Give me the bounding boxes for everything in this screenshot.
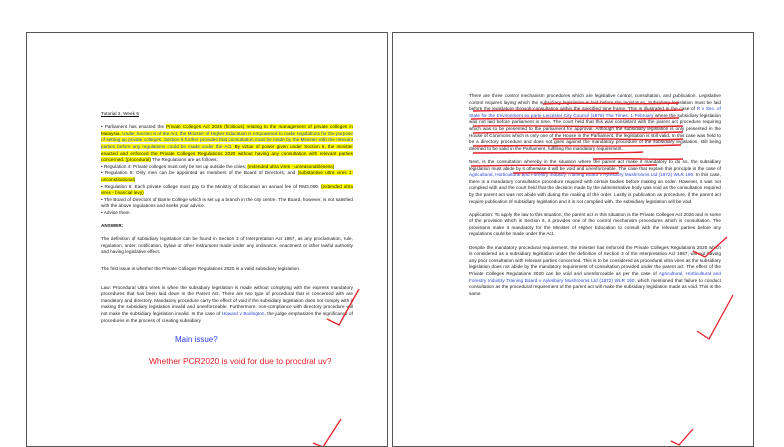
highlight-reg-6: (extended ultra vires - financial levy) [101, 183, 353, 196]
regulation-text: • Regulation 5: Only men can be appointed as members of the Board of Directors; and [101, 170, 298, 176]
document-page-right [392, 32, 754, 447]
note-main-issue: Main issue? [175, 335, 218, 344]
regulation-5 [101, 170, 353, 183]
issue-paragraph: The first issue is whether the Private Colleges Regulations 2020 is a valid subsidiary legislation. [101, 266, 301, 272]
regulation-6 [101, 184, 353, 197]
regulation-text: • Regulation 4: Private colleges must only be set up outside the cities; [101, 163, 248, 169]
case-aylesbury-2: Agricultural, Horticultural and Forestry Industry Training Board v Aylesbury Mushrooms Ltd (1972) WLR 190 [469, 271, 722, 283]
body-text: There are three control mechanism procedures which are legislative control, consultation, and publication. Legislative control requires laying which the subsidiary legislation is laid before the legislature. Subsidiary legislation must be laid before the legislature through consultation within the specified time frame. This is illustrated in the case of [469, 93, 721, 112]
highlight-section-6: Under Section 6 of the Act, the Minister of Higher Education is empowered to make regulations for the purpose of setting up private colleges. Section 6 further provides that consultation must be made by the Minister with the relevant parties before any regulations could be made under the Act. [101, 130, 353, 149]
scenario-text: • Parliament has enacted the [101, 124, 167, 130]
page-left-content [101, 111, 353, 324]
case-howard-bodington: Howard v Bodington [221, 311, 265, 317]
answer-label: ANSWER: [101, 223, 124, 229]
scenario-board: • The Board of Directors of Barrie College which is set up a branch in the city centre. The Board, however, is not satisfied with the above regulations and seeks your advice. [101, 196, 353, 209]
body-text: where the subsidiary legislation was not laid before parliament in time. The court held that this was consistent with the parent act procedure requiring which was to be presented to the parliament for approval. Although the subsidiary legislation is only presented in the House of Commons which is only one of the House in the Parliament, the legislation is still valid. In this case was held to be a directory procedure and does not goes against the mandatory procedure of the subsidiary legislation, still being deemed to be valid in the Parliament, fulfilling the mandatory requirement. [469, 112, 722, 151]
note-question: Whether PCR2020 is void for due to procdral uv? [149, 356, 332, 366]
despite-paragraph [469, 245, 721, 298]
consultation-paragraph [469, 159, 721, 205]
control-mechanism-paragraph [469, 93, 721, 152]
body-text: , which mentioned that failure to conduct consultation as the procedural requirement of the parent act will make the subsidiary legislation made as void. This is the same [469, 277, 721, 296]
regulation-text: • Regulation 6: Each private college must pay to the Ministry of Education an annual fee of RM3,000. [101, 183, 322, 189]
law-paragraph [101, 285, 353, 325]
definition-paragraph: The definition of subsidiary legislation can be found in Section 3 of Interpretation Act 1967, as any proclamation, rule, regulation, order, notification, bylaw or other instrument made under any ordinance, enactment or other lawful authority and having legislative effect. [101, 236, 353, 255]
law-text: , the judge emphasizes the significance of procedures in the process of creating subsidiary [101, 311, 353, 323]
body-text: Next, is the consultation whereby in the situation where the parent act make it mandatory to do so, the subsidiary legislation must abide by it otherwise it will be void and unenforceable. The case that explain this principle is the case of [469, 158, 721, 171]
page-right-content [469, 93, 721, 297]
case-leicester: R v Sec. of State for the Environment ex parte Leicester City Council (1978) The Times, 1 February [469, 106, 721, 118]
highlight-reg-4: (extended ultra vires - unreasonableness) [247, 163, 335, 169]
check-mark [313, 419, 341, 447]
check-mark [671, 429, 693, 445]
scenario-text: The Regulations are as follows: [150, 157, 218, 163]
body-text: Despite the mandatory procedural requirement, the minister has enforced the Private Colleges Regulations 2020 which is considered as a subsidiary legislation under the definition of Section 3 of the Interpretation Act 1967, without having any prior consultation with relevant parties concerned. This is to be considered as procedural ultra vires as the subsidiary legislation does not abide by the mandatory requirement of consultation provided under the parent act. The effect of the Private Colleges Regulations 2020 can be void and unenforceable as per the case of [469, 244, 721, 277]
highlight-procedural: By virtue of power given under Section 6, the minister enacted and enforced the Private Colleges Regulations 2020 without having any consultation with relevant parties concerned. (procedural) [101, 143, 353, 163]
body-text: . In this case, there is a mandatory consultation procedure required with certain bodies before making an order. However, it was not complied with and the court held that the decision made by the administrative body was void as the consultation required by the parent act was not abide with during the making of the order. Lastly is publication as procedure, if the parent act require publication of subsidiary legislation and it is not complied with, the subsidiary legislation will be void. [469, 172, 721, 204]
check-mark [697, 295, 733, 339]
tutorial-heading: Tutorial 2, Week 6 [101, 111, 139, 116]
document-page-left [26, 32, 388, 447]
scenario-paragraph-1 [101, 124, 353, 164]
highlight-act: Private Colleges Act 2026 (fictitious) relating to the management of private colleges in Malaysia. [101, 124, 353, 136]
case-aylesbury: Agricultural, Horticultural and Forestry Industry Training Board v Aylesbury Mushrooms Ltd (1972) WLR 190 [469, 172, 694, 178]
highlight-reg-5: (substantive ultra vires 1: unconstitutional) [101, 170, 353, 182]
regulation-4 [101, 164, 353, 171]
law-text: Law: Procedural Ultra Vires is when the subsidiary legislation is made without complying with the express mandatory procedures that has been laid down in the Parent Act. There are two type of procedural that is concerned with are mandatory and directory. Mandatory procedure carry the effect of void if the subsidiary legislation does not comply with it making the subsidiary legislation invalid and unenforceable. Furthermore, non-compliance with directory procedure will not make the subsidiary legislation invalid. In the case of [101, 284, 353, 317]
application-paragraph: Application: To apply the law to this situation, the parent act in this situation is the Private Colleges Act 2026 and in some of the provision which is Section 6, it provides one of the control mechanism procedures which is consultation. The provisions make it mandatory for the Minister of Higher Education to consult with the relevant parties before any regulations could be made under the Act. [469, 211, 721, 237]
scenario-advise: • Advise them. [101, 209, 131, 215]
